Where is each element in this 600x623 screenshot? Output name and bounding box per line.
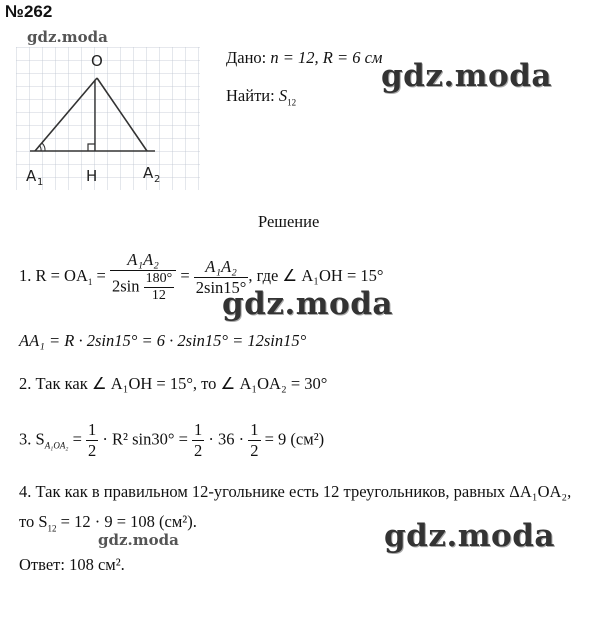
watermark-top: gdz.moda	[27, 28, 108, 46]
label-h: H	[86, 167, 98, 185]
watermark-bottom: gdz.moda	[98, 531, 179, 549]
given-line: Дано: n = 12, R = 6 см	[226, 48, 383, 67]
label-o: O	[91, 52, 103, 70]
solution-step-4b: то $S_{12} = 12 \cdot 9 = 108$ (см²).	[19, 512, 197, 534]
solution-step-2: 2. Так как ∠ A₁OH = 15°, то ∠ A₁OA₂ = 30°	[19, 374, 328, 393]
label-a2-sub: 2	[154, 174, 161, 185]
grid-paper	[16, 47, 200, 190]
watermark-big-1: gdz.moda	[381, 58, 552, 94]
problem-number: №262	[5, 2, 53, 21]
solution-step-1b: AA₁ = R · 2sin15° = 6 · 2sin15° = 12sin15°	[19, 331, 307, 350]
watermark-big-3: gdz.moda	[384, 518, 555, 554]
label-a2: A	[143, 164, 154, 182]
solution-step-4: 4. Так как в правильном 12-угольнике есть 12 треугольников, равных ΔA₁OA₂,	[19, 482, 572, 501]
watermark-big-2: gdz.moda	[222, 286, 393, 322]
solution-heading: Решение	[258, 212, 320, 231]
label-a1-sub: 1	[37, 177, 44, 188]
solution-step-3: 3. $S_{A_1OA_2}$ = $\frac{1}{2}$ · R² sin30° = $\frac{1}{2}$ · 36 · $\frac{1}{2}$ = 9 (см²)	[19, 420, 325, 460]
fraction-1: A₁A₂ 2sin $\frac{180^\circ}{12}$	[110, 250, 176, 304]
triangle-figure	[16, 47, 200, 190]
label-a1: A	[26, 167, 37, 185]
find-line: Найти: $S_{12}$	[226, 86, 297, 108]
answer: Ответ: 108 см².	[19, 555, 125, 574]
fraction-2: $\frac{\text{A₁A₂}}{2\sin 15^\circ}$	[195, 256, 247, 297]
solution-step-1: 1. $R = OA_1$ = A₁A₂ 2sin $\frac{180^\circ}{12}$ = $\frac{\text{A₁A₂}}{2\sin 15^\circ}$ , где ∠ A₁OH = 15°	[19, 250, 384, 303]
